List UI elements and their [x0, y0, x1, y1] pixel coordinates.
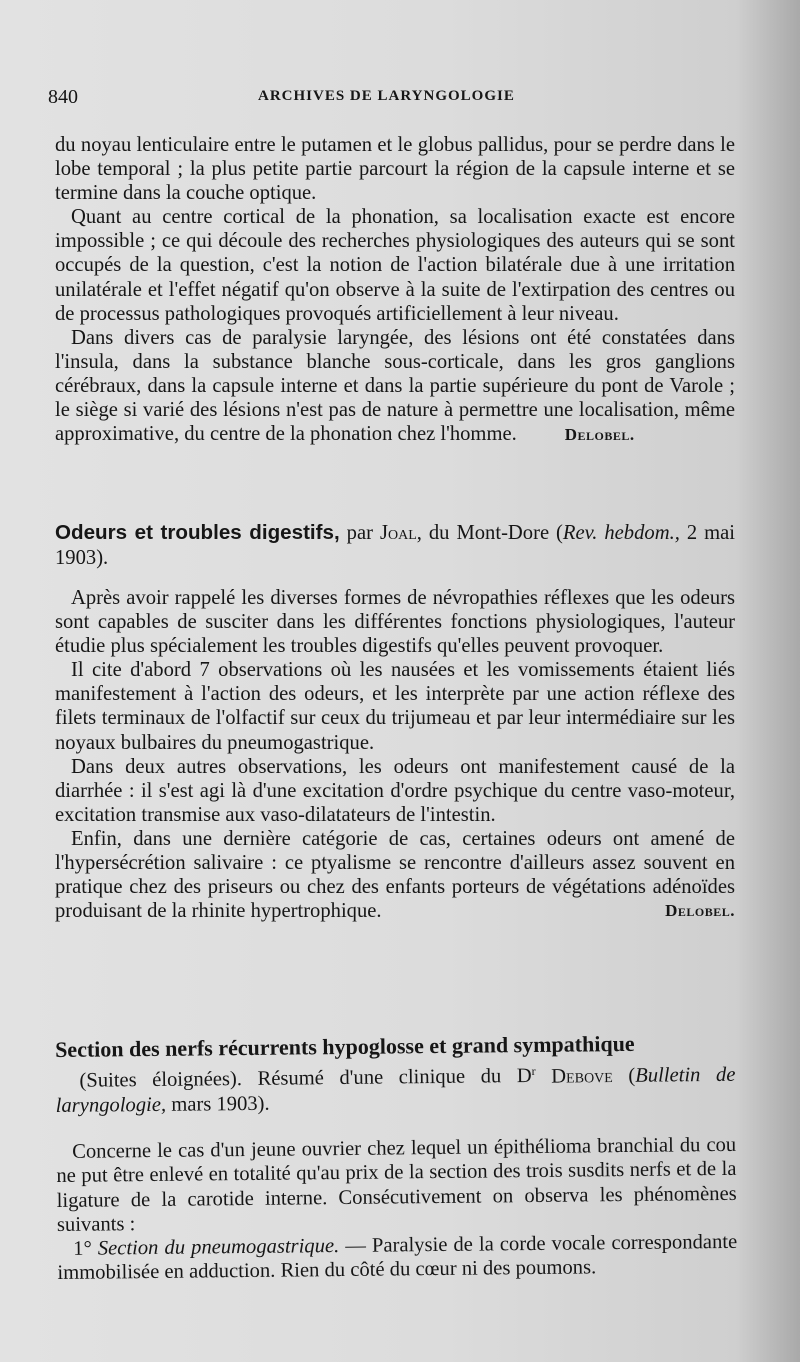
dr-superscript: r — [531, 1063, 536, 1078]
article-2 — [55, 521, 735, 923]
paragraph-text: Enfin, dans une dernière catégorie de cas, certaines odeurs ont amené de l'hypersécrétion salivaire : ce ptyalisme se rencontre d'ailleurs assez souvent en pratique chez des priseurs ou chez des enfants porteurs de végétations adénoïdes produisant de la rhinite hypertrophique. — [55, 827, 735, 923]
article-heading — [55, 1031, 736, 1118]
article-heading — [55, 521, 735, 570]
article-by: par — [346, 522, 373, 544]
paragraph: Dans deux autres observations, les odeurs ont manifestement causé de la diarrhée : il s'est agi là d'une excitation d'ordre psychique du centre vaso-moteur, excitation transmise aux vaso-dilatateurs de l'intestin. — [55, 755, 735, 826]
paragraph: du noyau lenticulaire entre le putamen et le globus pallidus, pour se perdre dans le lobe temporal ; la plus petite partie parcourt la région de la capsule interne et se termine dans la couche optique. — [55, 134, 735, 205]
article-1 — [55, 133, 735, 447]
signature: Delobel. — [564, 425, 635, 445]
article-author: Joal, — [379, 522, 422, 544]
paragraph: Il cite d'abord 7 observations où les nausées et les vomissements étaient liés manifestement à l'action des odeurs, et les interprète par une action réflexe des filets terminaux de l'olfactif sur ceux du trijumeau et par leur intermédiaire sur les noyaux bulbaires du pneumogastrique. — [55, 659, 735, 754]
item-number: 1° — [73, 1237, 92, 1260]
article-3 — [55, 1031, 738, 1285]
running-header — [48, 86, 738, 110]
journal-name: Bulletin de laryngologie, — [55, 1063, 736, 1117]
paragraph-text: Dans divers cas de paralysie laryngée, des lésions ont été constatées dans l'insula, dans la substance blanche sous-corticale, dans les gros ganglions cérébraux, dans la capsule interne et dans la partie supérieure du pont de Varole ; le siège si varié des lésions n'est pas de nature à permettre une localisation, même approximative, du centre de la phonation chez l'homme. — [55, 326, 735, 446]
paragraph: Quant au centre cortical de la phonation, sa localisation exacte est encore impossible ; ce qui découle des recherches physiologiques des auteurs qui se sont occupés de la question, c'est la notion de l'action bilatérale due à une irritation unilatérale et l'effet négatif qu'on observe à la suite de l'extirpation des centres ou de processus pathologiques provoqués artificiellement à leur niveau. — [55, 206, 735, 325]
paragraph: Après avoir rappelé les diverses formes de névropathies réflexes que les odeurs sont capables de susciter dans les différentes fonctions physiologiques, l'auteur étudie plus spécialement les troubles digestifs qu'elles peuvent provoquer. — [55, 587, 735, 658]
journal-open: ( — [628, 1064, 636, 1087]
item-dash: — — [345, 1234, 366, 1257]
running-title: ARCHIVES DE LARYNGOLOGIE — [258, 88, 515, 104]
page-number: 840 — [48, 86, 78, 108]
item-text: Paralysie de la corde vocale correspondante immobilisée en adduction. Rien du côté du cœur ni des poumons. — [57, 1230, 738, 1284]
article-title: Section des nerfs récurrents hypoglosse et grand sympathique — [54, 1030, 635, 1062]
list-item — [57, 1230, 737, 1285]
article-subtitle: (Suites éloignées). Résumé d'une clinique du D — [79, 1065, 532, 1093]
paragraph-last — [55, 326, 735, 447]
journal-name: Rev. hebdom., — [562, 522, 680, 544]
article-title: Odeurs et troubles digestifs, — [55, 521, 340, 544]
article-affiliation: du Mont-Dore ( — [428, 522, 563, 544]
item-title: Section du pneumogastrique. — [97, 1234, 340, 1260]
publication-date: 2 mai 1903). — [55, 522, 736, 569]
article-author: Debove — [551, 1064, 613, 1088]
paragraph: Concerne le cas d'un jeune ouvrier chez lequel un épithélioma branchial du cou ne put être enlevé en totalité qu'au prix de la section des trois susdits nerfs et de la ligature de la carotide interne. Consécutivement on observa les phénomènes suivants : — [56, 1134, 737, 1236]
signature: Delobel. — [665, 901, 735, 921]
publication-date: mars 1903). — [171, 1092, 270, 1116]
paragraph-last — [55, 827, 735, 923]
